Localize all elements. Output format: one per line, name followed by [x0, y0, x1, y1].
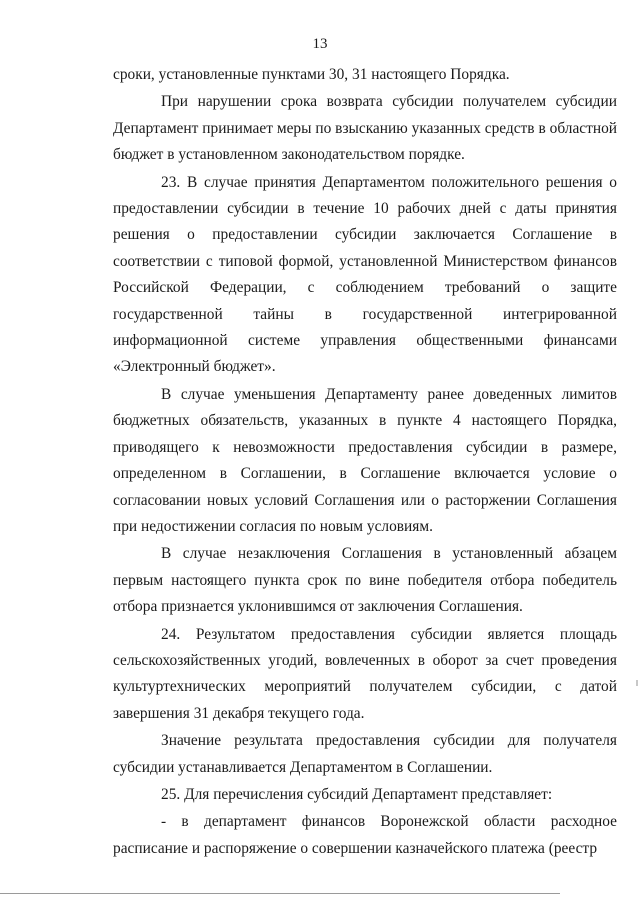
document-body	[113, 62, 617, 862]
paragraph-result-value: Значение результата предоставления субсидии для получателя субсидии устанавливается Департаментом в Соглашении.	[113, 732, 617, 776]
paragraph-subsidy-return: При нарушении срока возврата субсидии получателем субсидии Департамент принимает меры по взысканию указанных средств в областной бюджет в установленном законодательством порядке.	[113, 93, 617, 164]
paragraph-continuation: сроки, установленные пунктами 30, 31 настоящего Порядка.	[113, 66, 510, 83]
paragraph-item-25-bullet: - в департамент финансов Воронежской области расходное расписание и распоряжение о совершении казначейского платежа (реестр	[113, 813, 617, 857]
paragraph-item-23: 23. В случае принятия Департаментом положительного решения о предоставлении субсидии в течение 10 рабочих дней с даты принятия решения о предоставлении субсидии заключается Соглашение в соответствии с типовой формой, установленной Министерством финансов Российской Федерации, с соблюдением требований о защите государственной тайны в государственной интегрированной информационной системе управления общественными финансами «Электронный бюджет».	[113, 173, 617, 376]
scan-margin-mark	[636, 680, 638, 686]
page-number: 13	[312, 36, 328, 52]
paragraph-limits-reduction: В случае уменьшения Департаменту ранее доведенных лимитов бюджетных обязательств, указанных в пункте 4 настоящего Порядка, приводящего к невозможности предоставления субсидии в размере, определенном в Соглашении, в Соглашение включается условие о согласовании новых условий Соглашения или о расторжении Соглашения при недостижении согласия по новым условиям.	[113, 385, 617, 535]
paragraph-non-conclusion: В случае незаключения Соглашения в установленный абзацем первым настоящего пункта срок по вине победителя отбора победитель отбора признается уклонившимся от заключения Соглашения.	[113, 545, 617, 616]
paragraph-item-24: 24. Результатом предоставления субсидии является площадь сельскохозяйственных угодий, вовлеченных в оборот за счет проведения культуртехнических мероприятий получателем субсидии, с датой завершения 31 декабря текущего года.	[113, 625, 617, 722]
paragraph-item-25: 25. Для перечисления субсидий Департамент представляет:	[161, 785, 553, 803]
page-bottom-rule	[0, 893, 560, 894]
